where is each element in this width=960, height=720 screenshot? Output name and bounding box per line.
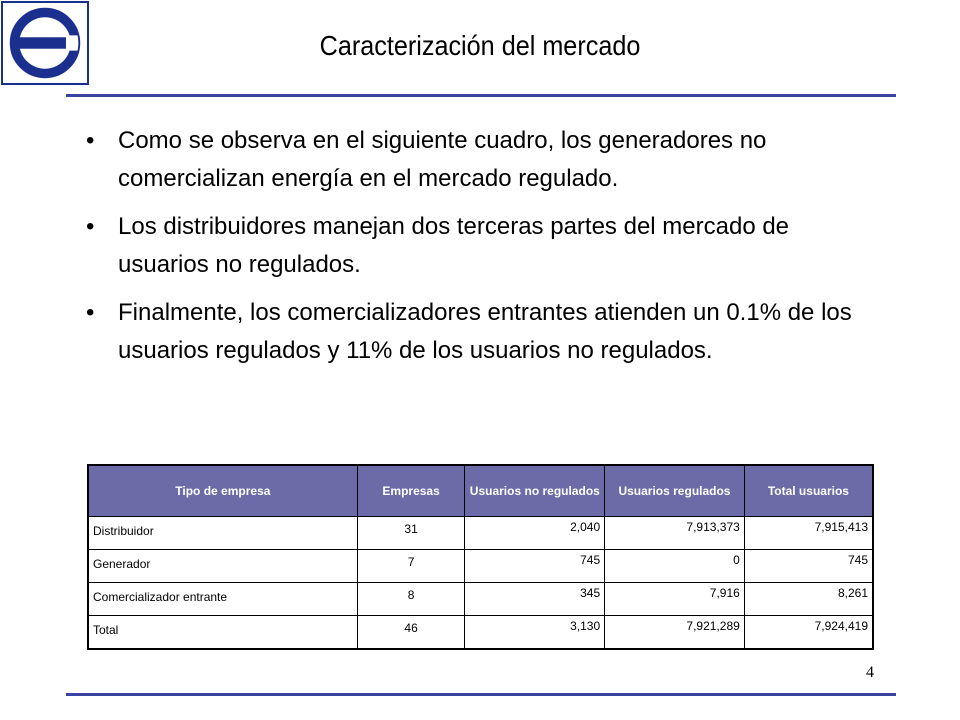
company-logo — [1, 1, 89, 85]
cell-total: 8,261 — [744, 583, 873, 616]
market-table — [87, 464, 874, 650]
cell-no-regulados: 745 — [465, 550, 605, 583]
header-empresas: Empresas — [357, 465, 465, 517]
cell-tipo: Distribuidor — [88, 517, 357, 550]
bullet-text: Como se observa en el siguiente cuadro, los generadores no comercializan energía en el mercado regulado. — [118, 127, 767, 192]
bullet-item — [82, 122, 882, 198]
cell-regulados: 7,916 — [605, 583, 745, 616]
cell-total: 745 — [744, 550, 873, 583]
company-logo-icon — [3, 3, 87, 83]
slide-title: Caracterización del mercado — [319, 30, 641, 61]
bullet-text: Los distribuidores manejan dos terceras partes del mercado de usuarios no regulados. — [118, 213, 790, 278]
table-header-row — [88, 465, 873, 517]
bullet-list — [82, 122, 882, 380]
page-number: 4 — [866, 664, 874, 681]
footer-divider — [66, 693, 896, 696]
cell-tipo: Total — [88, 616, 357, 650]
header-usuarios-regulados: Usuarios regulados — [605, 465, 745, 517]
bullet-item — [82, 294, 882, 370]
cell-regulados: 7,913,373 — [605, 517, 745, 550]
cell-tipo: Generador — [88, 550, 357, 583]
cell-empresas: 7 — [357, 550, 465, 583]
header-usuarios-no-regulados: Usuarios no regulados — [465, 465, 605, 517]
cell-no-regulados: 3,130 — [465, 616, 605, 650]
table-row-total — [88, 616, 873, 650]
bullet-dot: • — [86, 213, 95, 240]
bullet-item — [82, 208, 882, 284]
bullet-dot: • — [86, 299, 95, 326]
table-row — [88, 517, 873, 550]
cell-empresas: 31 — [357, 517, 465, 550]
cell-regulados: 0 — [605, 550, 745, 583]
bullet-text: Finalmente, los comercializadores entrantes atienden un 0.1% de los usuarios regulados y 11% de los usuarios no regulados. — [118, 299, 852, 364]
cell-regulados: 7,921,289 — [605, 616, 745, 650]
table-row — [88, 550, 873, 583]
cell-empresas: 46 — [357, 616, 465, 650]
cell-tipo: Comercializador entrante — [88, 583, 357, 616]
header-tipo-empresa: Tipo de empresa — [88, 465, 357, 517]
table-row — [88, 583, 873, 616]
cell-empresas: 8 — [357, 583, 465, 616]
cell-no-regulados: 2,040 — [465, 517, 605, 550]
cell-no-regulados: 345 — [465, 583, 605, 616]
cell-total: 7,924,419 — [744, 616, 873, 650]
title-divider — [66, 94, 896, 97]
cell-total: 7,915,413 — [744, 517, 873, 550]
header-total-usuarios: Total usuarios — [744, 465, 873, 517]
bullet-dot: • — [86, 127, 95, 154]
